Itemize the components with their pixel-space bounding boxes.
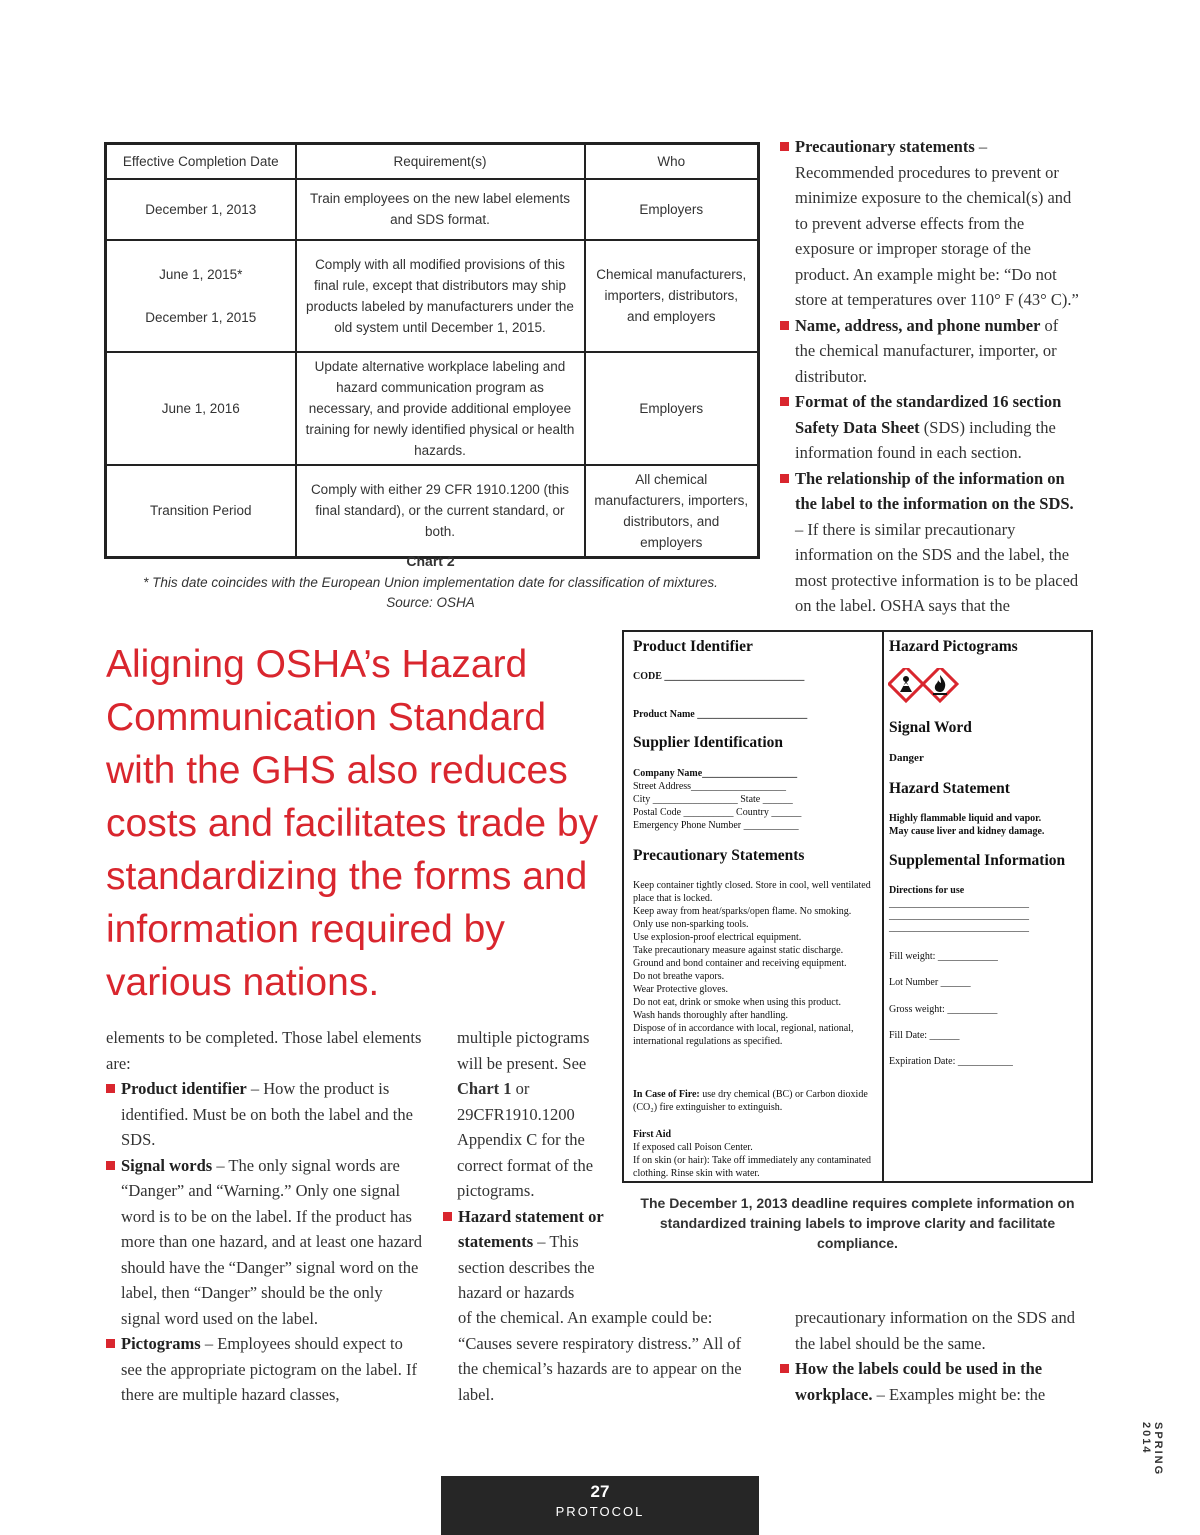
cell-date-b: December 1, 2015 xyxy=(145,309,257,325)
bullet-text: – This section describes the hazard or hazards xyxy=(458,1232,595,1302)
bullet-title: The relationship of the information on the label to the information on the SDS. xyxy=(795,468,1074,513)
table-row xyxy=(106,352,759,465)
bullet-title: Pictograms xyxy=(121,1334,201,1353)
col-header-date: Effective Completion Date xyxy=(106,144,296,179)
chart-caption-note xyxy=(104,573,757,613)
bullet-text: – The only signal words are “Danger” and “Warning.” Only one signal word is to be on the label. If the product has more than one hazard, and at least one hazard should have the “Danger” signal word on the label, then “Danger” should be the only signal word used on the label. xyxy=(121,1155,422,1328)
label-expiration-date: Expiration Date: ___________ xyxy=(889,1056,1013,1067)
label-first-aid: First Aid xyxy=(633,1129,672,1140)
pull-quote-headline: Aligning OSHA’s Hazard Communication Standard with the GHS also reduces costs and facilitates trade by standardizing the forms and information required by various nations. xyxy=(106,643,599,1004)
label-emergency-phone: Emergency Phone Number ___________ xyxy=(633,820,799,831)
body-column-2-continued: of the chemical. An example could be: “Causes severe respiratory distress.” All of the chemical’s hazards are to appear on the label. xyxy=(458,1308,742,1404)
chart-footnote: * This date coincides with the European Union implementation date for classification of mixtures. xyxy=(143,575,718,590)
cell-requirement: Comply with either 29 CFR 1910.1200 (this final standard), or the current standard, or both. xyxy=(296,465,585,558)
column-intro: elements to be completed. Those label elements are: xyxy=(106,1028,422,1073)
label-fire-text: use dry chemical (BC) or Carbon dioxide (CO₂) fire extinguisher to extinguish. xyxy=(633,1089,868,1113)
label-supplemental-information: Supplemental Information xyxy=(889,852,1066,869)
bullet-precautionary-statements xyxy=(780,134,1080,313)
bullet-pictograms xyxy=(106,1331,426,1408)
label-directions: Directions for use xyxy=(889,885,965,896)
label-product-name: Product Name ______________________ xyxy=(633,709,808,720)
cell-who: Chemical manufacturers, importers, distributors, and employers xyxy=(585,240,759,352)
cell-who: All chemical manufacturers, importers, distributors, and employers xyxy=(585,465,759,558)
label-figure-caption: The December 1, 2013 deadline requires complete information on standardized training labels to improve clarity and facilitate compliance. xyxy=(640,1195,1075,1251)
bullet-product-identifier xyxy=(106,1076,426,1153)
cell-date xyxy=(106,240,296,352)
text-run: multiple pictograms will be present. See xyxy=(457,1028,590,1073)
right-column-top xyxy=(780,134,1080,619)
label-precautionary-text: Keep container tightly closed. Store in cool, well ventilated place that is locked. Keep away from heat/sparks/open flame. No smoking. Only use non-sparking tools. Use explosion-proof electrical equipment. Take precautionary measure against static discharge. Ground and bond container and receiving equipment. Do not breathe vapors. Wear Protective gloves. Do not eat, drink or smoke when using this product. Wash hands thoroughly after handling. Dispose of in accordance with local, regional, national, international regulations as specified. xyxy=(633,880,871,1047)
table-row xyxy=(106,179,759,240)
health-hazard-icon xyxy=(889,668,923,701)
flame-icon xyxy=(923,668,957,701)
page-number: 27 xyxy=(590,1482,610,1501)
label-supplier-fields xyxy=(633,767,801,832)
bullet-label-sds-relationship xyxy=(780,466,1080,619)
bullet-signal-words xyxy=(106,1153,426,1332)
bullet-title: Product identifier xyxy=(121,1079,247,1098)
cell-date: December 1, 2013 xyxy=(106,179,296,240)
label-fire-title: In Case of Fire: xyxy=(633,1089,700,1100)
bullet-text: – Recommended procedures to prevent or minimize exposure to the chemical(s) and to prevent adverse effects from the exposure or improper storage of the product. An example might be: “Do not store at temperatures over 110° F (43° C).” xyxy=(795,137,1079,309)
sample-label-figure xyxy=(622,630,1093,1183)
bullet-text: – If there is similar precautionary information on the SDS and the label, the most protective information is to be placed on the label. OSHA says that the xyxy=(795,519,1079,615)
label-fill-date: Fill Date: ______ xyxy=(889,1030,960,1041)
chart-caption-title: Chart 2 xyxy=(406,553,455,569)
label-hazard-text: Highly flammable liquid and vapor. May cause liver and kidney damage. xyxy=(889,813,1045,837)
label-hazard-statement: Hazard Statement xyxy=(889,780,1010,797)
cell-requirement: Train employees on the new label elements and SDS format. xyxy=(296,179,585,240)
cell-requirement: Update alternative workplace labeling and hazard communication program as necessary, and provide additional employee training for newly identified physical or health hazards. xyxy=(296,352,585,465)
label-precautionary-statements: Precautionary Statements xyxy=(633,847,805,864)
label-signal-word: Signal Word xyxy=(889,719,972,736)
label-hazard-pictograms: Hazard Pictograms xyxy=(889,638,1018,655)
label-divider xyxy=(882,632,884,1181)
label-postal: Postal Code __________ Country ______ xyxy=(633,807,802,818)
body-column-1 xyxy=(106,1025,426,1408)
bullet-title: Name, address, and phone number xyxy=(795,315,1041,335)
table-header-row xyxy=(106,144,759,179)
bullet-title: Hazard statement or statements xyxy=(458,1206,604,1251)
label-company-name: Company Name___________________ xyxy=(633,768,798,779)
bullet-title: How the labels could be used in the workplace. xyxy=(795,1359,1043,1404)
bullet-sds-format xyxy=(780,389,1080,466)
label-directions-lines: ____________________________ ____________________________ ____________________________ xyxy=(889,898,1029,933)
label-supplier-identification: Supplier Identification xyxy=(633,734,784,751)
chart-2-table xyxy=(104,142,760,559)
cell-who: Employers xyxy=(585,352,759,465)
bullet-text: – How the product is identified. Must be on both the label and the SDS. xyxy=(121,1079,413,1149)
label-city: City _________________ State ______ xyxy=(633,794,793,805)
chart-source: Source: OSHA xyxy=(386,595,475,610)
bullet-name-address-phone xyxy=(780,313,1080,390)
bullet-title: Format of the standardized 16 section Safety Data Sheet xyxy=(795,392,1062,437)
publication-name: PROTOCOL xyxy=(555,1504,645,1519)
label-fill-weight: Fill weight: ____________ xyxy=(889,951,998,962)
page-footer xyxy=(441,1476,759,1535)
pictograms-note xyxy=(443,1025,613,1204)
col-header-who: Who xyxy=(585,144,759,179)
cell-who: Employers xyxy=(585,179,759,240)
label-street: Street Address___________________ xyxy=(633,781,787,792)
bullet-title: Precautionary statements xyxy=(795,137,975,156)
label-danger: Danger xyxy=(889,752,924,764)
body-column-2 xyxy=(443,1025,613,1306)
label-code: CODE ____________________________ xyxy=(633,671,805,682)
bullet-labels-workplace xyxy=(780,1356,1080,1407)
cell-requirement: Comply with all modified provisions of this final rule, except that distributors may ship products labeled by manufacturers under the old system until December 1, 2015. xyxy=(296,240,585,352)
label-product-identifier: Product Identifier xyxy=(633,638,753,655)
label-gross-weight: Gross weight: __________ xyxy=(889,1004,998,1015)
issue-label: SPRING 2014 xyxy=(1140,1422,1164,1477)
cell-date: June 1, 2016 xyxy=(106,352,296,465)
bullet-hazard-statement xyxy=(443,1204,613,1306)
label-lot-number: Lot Number ______ xyxy=(889,977,971,988)
bullet-title: Signal words xyxy=(121,1155,213,1175)
column-text: precautionary information on the SDS and the label should be the same. xyxy=(795,1308,1075,1353)
bullet-text: – Examples might be: the xyxy=(872,1384,1046,1404)
hazard-pictograms xyxy=(888,668,962,706)
bullet-text: of the chemical manufacturer, importer, or distributor. xyxy=(795,315,1059,386)
cell-date-a: June 1, 2015* xyxy=(159,266,243,282)
table-row xyxy=(106,465,759,558)
table-row xyxy=(106,240,759,352)
bullet-text: (SDS) including the information found in each section. xyxy=(795,417,1056,462)
cell-date: Transition Period xyxy=(106,465,296,558)
text-run: or 29CFR1910.1200 Appendix C for the correct format of the pictograms. xyxy=(457,1079,594,1200)
label-first-aid-text: If exposed call Poison Center. If on skin (or hair): Take off immediately any contaminated clothing. Rinse skin with water. xyxy=(633,1142,872,1179)
col-header-requirements: Requirement(s) xyxy=(296,144,585,179)
body-column-3 xyxy=(780,1305,1080,1407)
bullet-text: – Employees should expect to see the appropriate pictogram on the label. If there are multiple hazard classes, xyxy=(121,1334,417,1404)
health-hazard-flame-pictograms xyxy=(888,668,962,706)
chart-1-ref: Chart 1 xyxy=(457,1079,512,1098)
label-fire-instructions xyxy=(633,1088,878,1114)
